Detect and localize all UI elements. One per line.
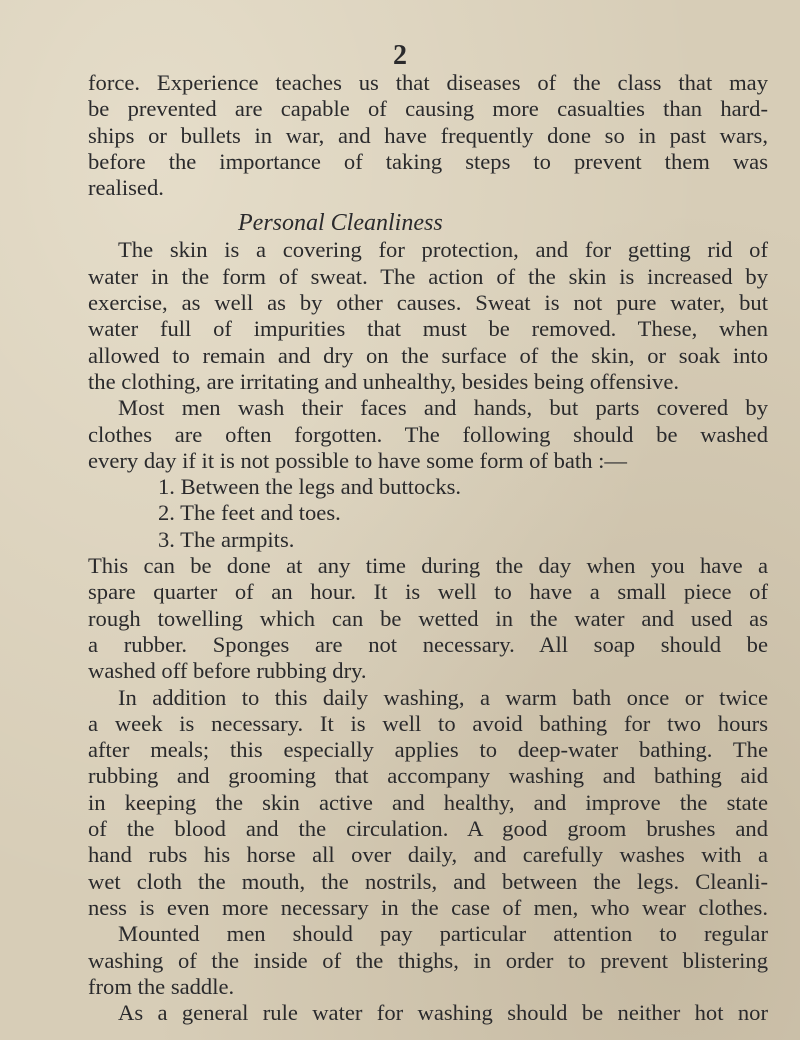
text-line: after meals; this especially applies to deep-water bathing. The — [88, 737, 768, 763]
text-line: a week is necessary. It is well to avoid bathing for two hours — [88, 710, 768, 736]
text-line: washed off before rubbing dry. — [88, 658, 367, 684]
text-line: clothes are often forgotten. The following should be washed — [88, 421, 768, 447]
text-line: before the importance of taking steps to prevent them was — [88, 148, 768, 174]
text-line: washing of the inside of the thighs, in order to prevent blistering — [88, 947, 768, 973]
text-line: exercise, as well as by other causes. Sweat is not pure water, but — [88, 290, 768, 316]
text-line: Most men wash their faces and hands, but parts covered by — [118, 395, 768, 421]
list-item: 2. The feet and toes. — [158, 500, 341, 526]
text-line: ness is even more necessary in the case of men, who wear clothes. — [88, 894, 768, 920]
text-line: water in the form of sweat. The action of the skin is increased by — [88, 263, 768, 289]
text-line: wet cloth the mouth, the nostrils, and between the legs. Cleanli- — [88, 868, 768, 894]
list-item: 3. The armpits. — [158, 526, 295, 552]
text-line: The skin is a covering for protection, and for getting rid of — [118, 237, 768, 263]
section-heading: Personal Cleanliness — [238, 210, 443, 237]
text-line: In addition to this daily washing, a warm bath once or twice — [118, 684, 768, 710]
text-line: rubbing and grooming that accompany washing and bathing aid — [88, 763, 768, 789]
text-line: rough towelling which can be wetted in the water and used as — [88, 605, 768, 631]
text-line: of the blood and the circulation. A good groom brushes and — [88, 816, 768, 842]
text-line: every day if it is not possible to have some form of bath :— — [88, 447, 628, 473]
text-line: Mounted men should pay particular attention to regular — [118, 921, 768, 947]
page-number: 2 — [393, 40, 407, 71]
page-text — [88, 70, 768, 1026]
text-line: hand rubs his horse all over daily, and carefully washes with a — [88, 842, 768, 868]
text-line: As a general rule water for washing should be neither hot nor — [118, 1000, 768, 1026]
list-item: 1. Between the legs and buttocks. — [158, 474, 462, 500]
text-line: water full of impurities that must be removed. These, when — [88, 316, 768, 342]
text-line: a rubber. Sponges are not necessary. All soap should be — [88, 631, 768, 657]
text-line: force. Experience teaches us that diseases of the class that may — [88, 70, 768, 95]
text-line: spare quarter of an hour. It is well to have a small piece of — [88, 579, 768, 605]
text-line: allowed to remain and dry on the surface of the skin, or soak into — [88, 342, 768, 368]
text-line: This can be done at any time during the day when you have a — [88, 553, 768, 579]
text-line: from the saddle. — [88, 973, 235, 999]
text-line: the clothing, are irritating and unhealthy, besides being offensive. — [88, 368, 680, 394]
text-line: realised. — [88, 175, 164, 201]
text-line: in keeping the skin active and healthy, and improve the state — [88, 789, 768, 815]
text-line: ships or bullets in war, and have frequently done so in past wars, — [88, 122, 768, 148]
text-line: be prevented are capable of causing more casualties than hard- — [88, 96, 768, 122]
